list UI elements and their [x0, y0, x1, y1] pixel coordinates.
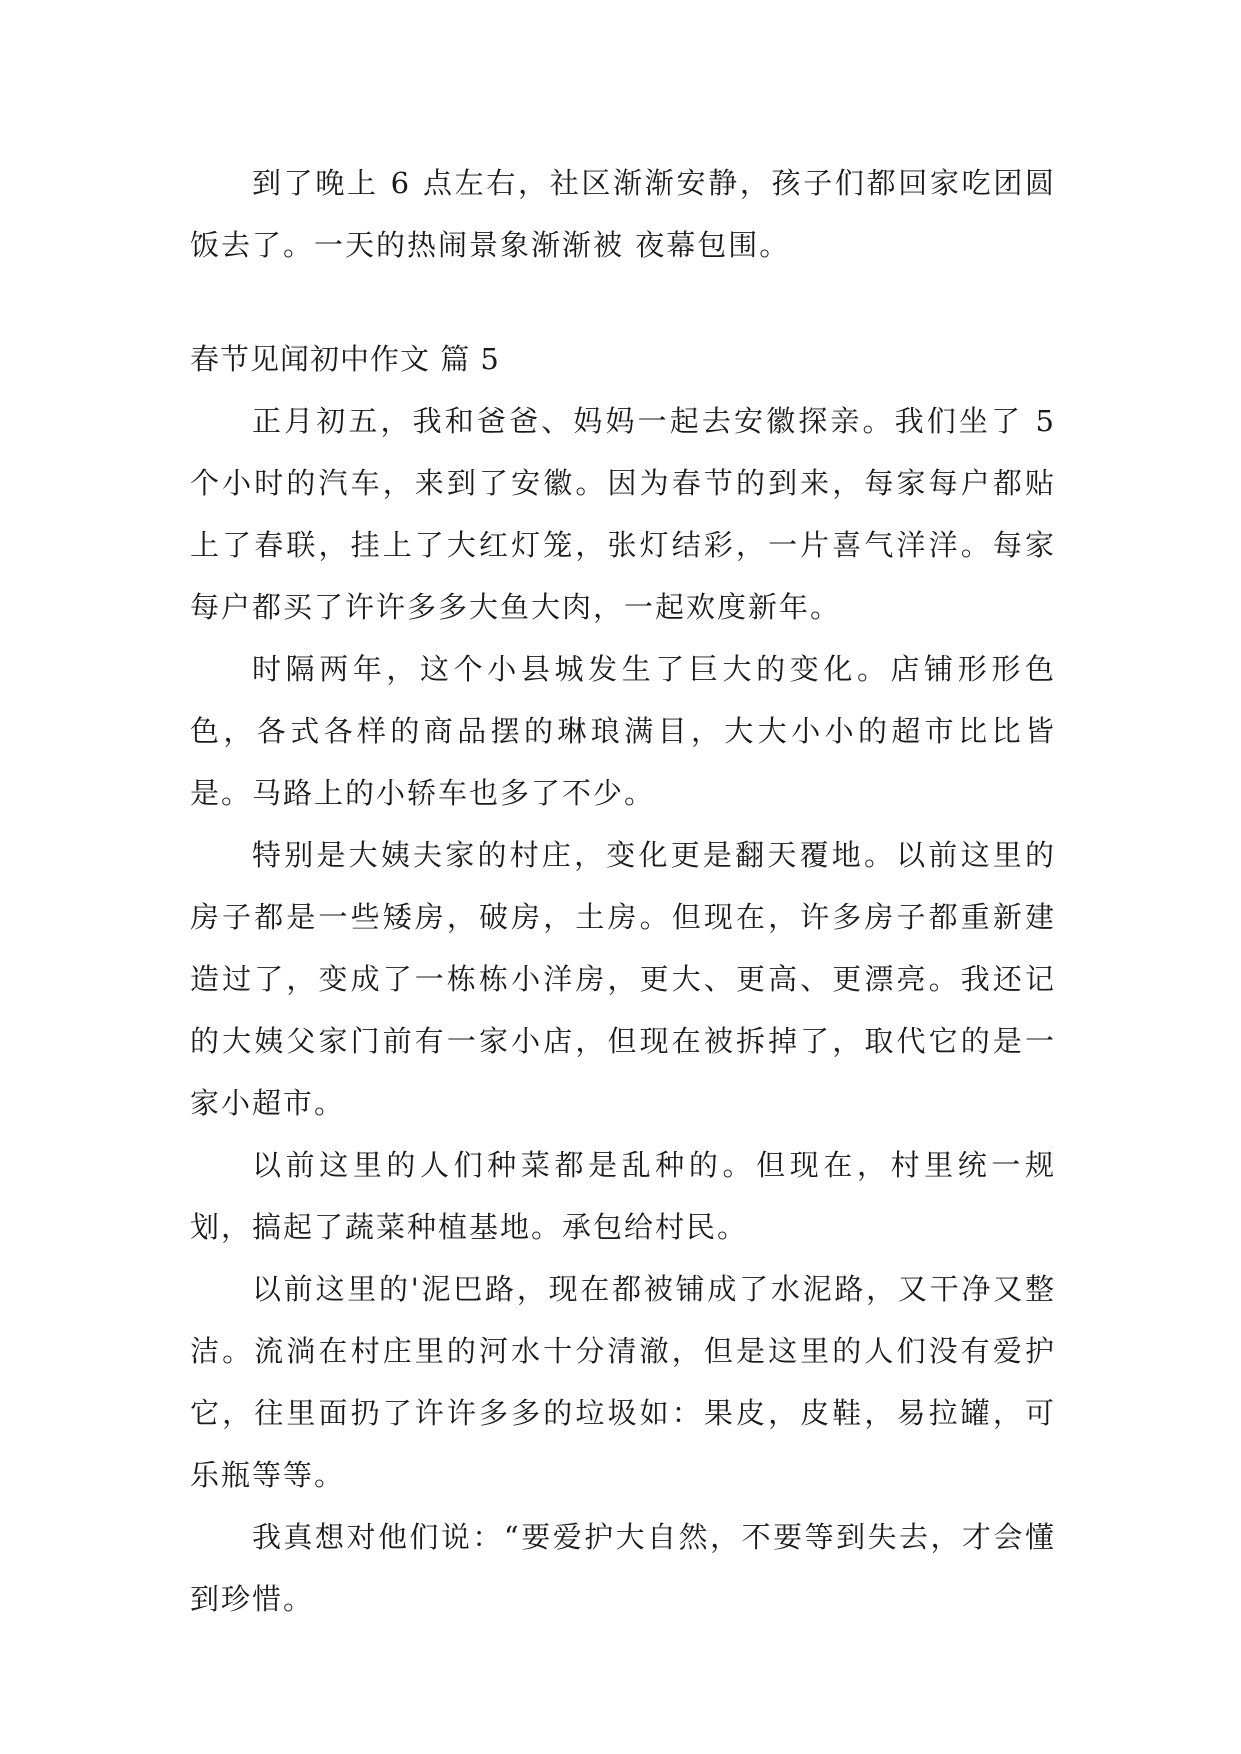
section-heading: 春节见闻初中作文 篇 5	[190, 342, 500, 376]
document-body	[190, 152, 1056, 1630]
paragraph: 特别是大姨夫家的村庄，变化更是翻天覆地。以前这里的房子都是一些矮房，破房，土房。但现在，许多房子都重新建造过了，变成了一栋栋小洋房，更大、更高、更漂亮。我还记的大姨父家门前有一家小店，但现在被拆掉了，取代它的是一家小超市。	[190, 838, 1056, 1120]
paragraph: 以前这里的人们种菜都是乱种的。但现在，村里统一规划，搞起了蔬菜种植基地。承包给村民。	[190, 1148, 1056, 1244]
paragraph: 我真想对他们说：“要爱护大自然，不要等到失去，才会懂到珍惜。	[190, 1520, 1056, 1616]
paragraph: 以前这里的'泥巴路，现在都被铺成了水泥路，又干净又整洁。流淌在村庄里的河水十分清澈，但是这里的人们没有爱护它，往里面扔了许许多多的垃圾如：果皮，皮鞋，易拉罐，可乐瓶等等。	[190, 1272, 1056, 1492]
paragraph: 时隔两年，这个小县城发生了巨大的变化。店铺形形色色，各式各样的商品摆的琳琅满目，大大小小的超市比比皆是。马路上的小轿车也多了不少。	[190, 652, 1056, 810]
paragraph: 正月初五，我和爸爸、妈妈一起去安徽探亲。我们坐了 5 个小时的汽车，来到了安徽。因为春节的到来，每家每户都贴上了春联，挂上了大红灯笼，张灯结彩，一片喜气洋洋。每家每户都买了许许多多大鱼大肉，一起欢度新年。	[190, 404, 1056, 624]
paragraph: 到了晚上 6 点左右，社区渐渐安静，孩子们都回家吃团圆饭去了。一天的热闹景象渐渐被 夜幕包围。	[190, 166, 1056, 262]
